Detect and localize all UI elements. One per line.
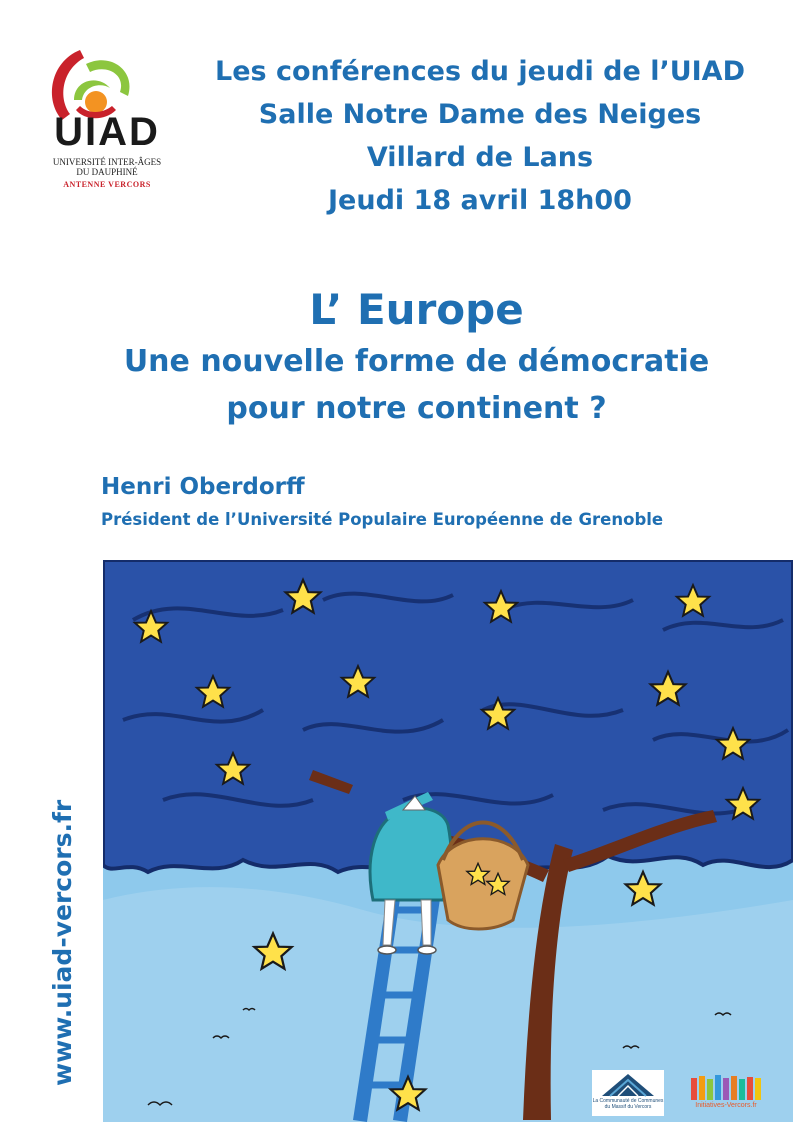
event-date: Jeudi 18 avril 18h00 bbox=[328, 185, 632, 216]
conference-series: Les conférences du jeudi de l’UIAD bbox=[214, 56, 745, 87]
talk-title: L’ Europe bbox=[309, 285, 524, 334]
speaker-role: Président de l’Université Populaire Européenne de Grenoble bbox=[101, 510, 664, 529]
venue-town: Villard de Lans bbox=[366, 142, 594, 173]
event-header bbox=[180, 50, 780, 222]
talk-subtitle-line-1: Une nouvelle forme de démocratie bbox=[123, 344, 710, 379]
talk-title-block bbox=[40, 282, 793, 432]
sponsor-iv-label: Initiatives-Vercors.fr bbox=[695, 1102, 757, 1109]
uiad-logo bbox=[40, 40, 174, 189]
logo-title: UIAD bbox=[54, 110, 160, 154]
talk-subtitle-line-2: pour notre continent ? bbox=[226, 391, 607, 426]
speaker-name: Henri Oberdorff bbox=[101, 474, 305, 500]
venue-name: Salle Notre Dame des Neiges bbox=[258, 99, 702, 130]
logo-subtitle-line-2: DU DAUPHINÉ bbox=[76, 167, 138, 177]
logo-antenna: ANTENNE VERCORS bbox=[63, 180, 151, 189]
sponsor-ccmv-label: La Communauté de Communes du Massif du Vercors bbox=[592, 1098, 664, 1110]
speaker-block bbox=[101, 470, 663, 536]
sponsor-ccmv-logo bbox=[592, 1070, 664, 1116]
people-group-icon bbox=[689, 1072, 763, 1102]
sponsor-initiatives-vercors-logo bbox=[689, 1072, 763, 1114]
mountain-icon bbox=[592, 1070, 664, 1098]
logo-subtitle-line-1: UNIVERSITÉ INTER-ÂGES bbox=[52, 157, 162, 167]
website-link[interactable]: www.uiad-vercors.fr bbox=[48, 799, 77, 1086]
uiad-logo-swirl-icon bbox=[40, 40, 174, 176]
europe-tree-illustration bbox=[103, 560, 793, 1122]
